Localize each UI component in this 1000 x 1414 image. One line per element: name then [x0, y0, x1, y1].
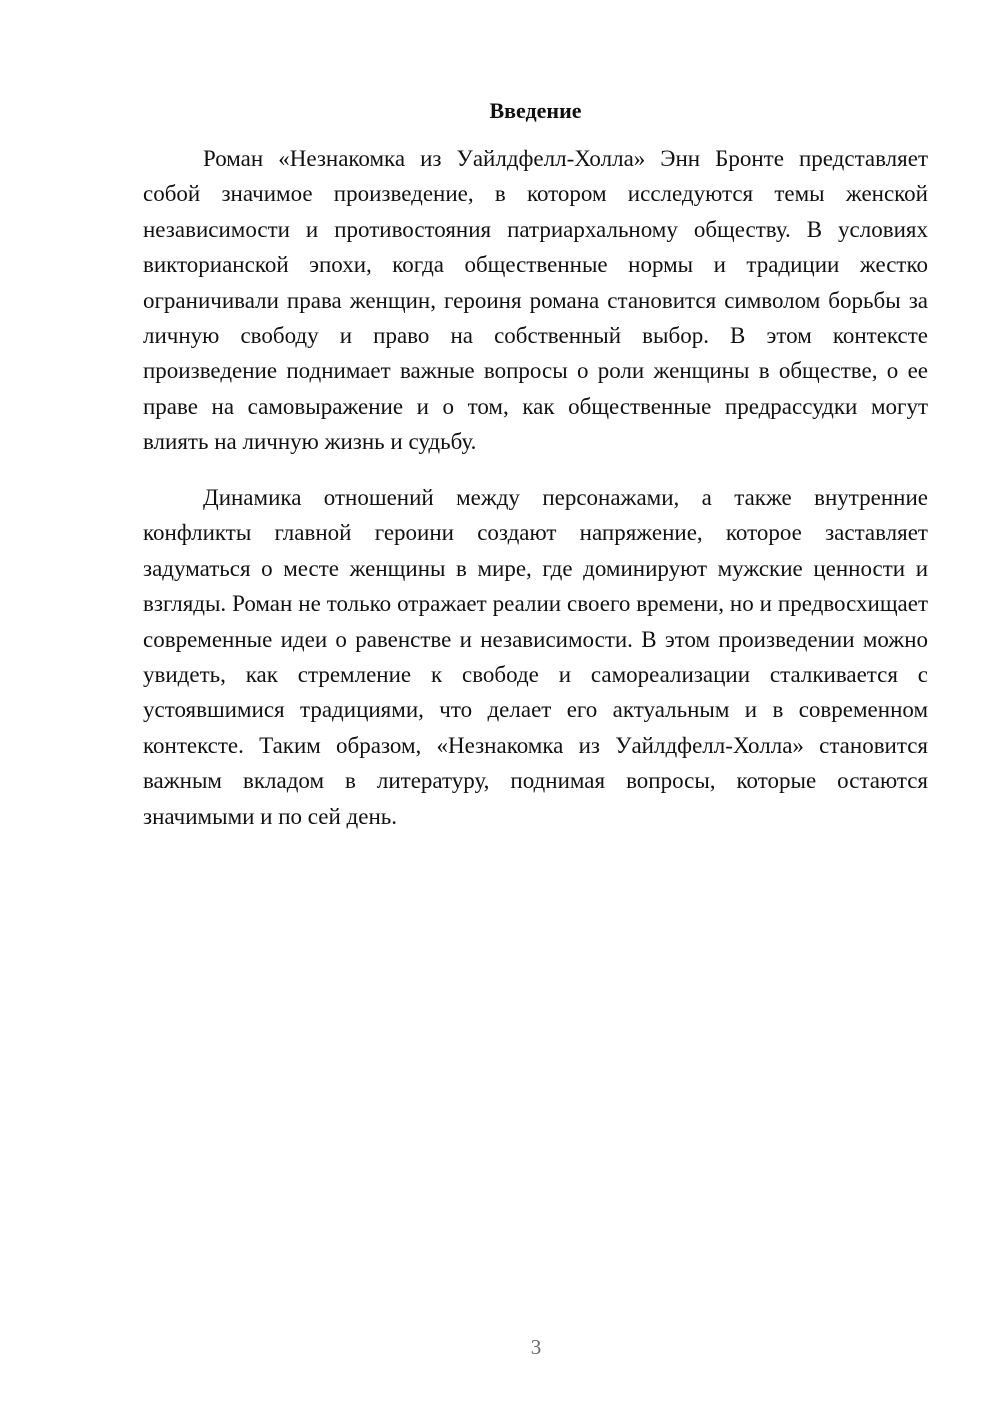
section-title: Введение	[489, 98, 582, 123]
paragraph-1: Роман «Незнакомка из Уайлдфелл-Холла» Энн Бронте представляет собой значимое произведение, в котором исследуются темы женской независимости и противостояния патриархальному обществу. В условиях викторианской эпохи, когда общественные нормы и традиции жестко ограничивали права женщин, героиня романа становится символом борьбы за личную свободу и право на собственный выбор. В этом контексте произведение поднимает важные вопросы о роли женщины в обществе, о ее праве на самовыражение и о том, как общественные предрассудки могут влиять на личную жизнь и судьбу.	[143, 146, 928, 455]
paragraph-2: Динамика отношений между персонажами, а также внутренние конфликты главной героини создают напряжение, которое заставляет задуматься о месте женщины в мире, где доминируют мужские ценности и взгляды. Роман не только отражает реалии своего времени, но и предвосхищает современные идеи о равенстве и независимости. В этом произведении можно увидеть, как стремление к свободе и самореализации сталкивается с устоявшимися традициями, что делает его актуальным и в современном контексте. Таким образом, «Незнакомка из Уайлдфелл-Холла» становится важным вкладом в литературу, поднимая вопросы, которые остаются значимыми и по сей день.	[143, 485, 928, 829]
page-number: 3	[530, 1335, 542, 1359]
